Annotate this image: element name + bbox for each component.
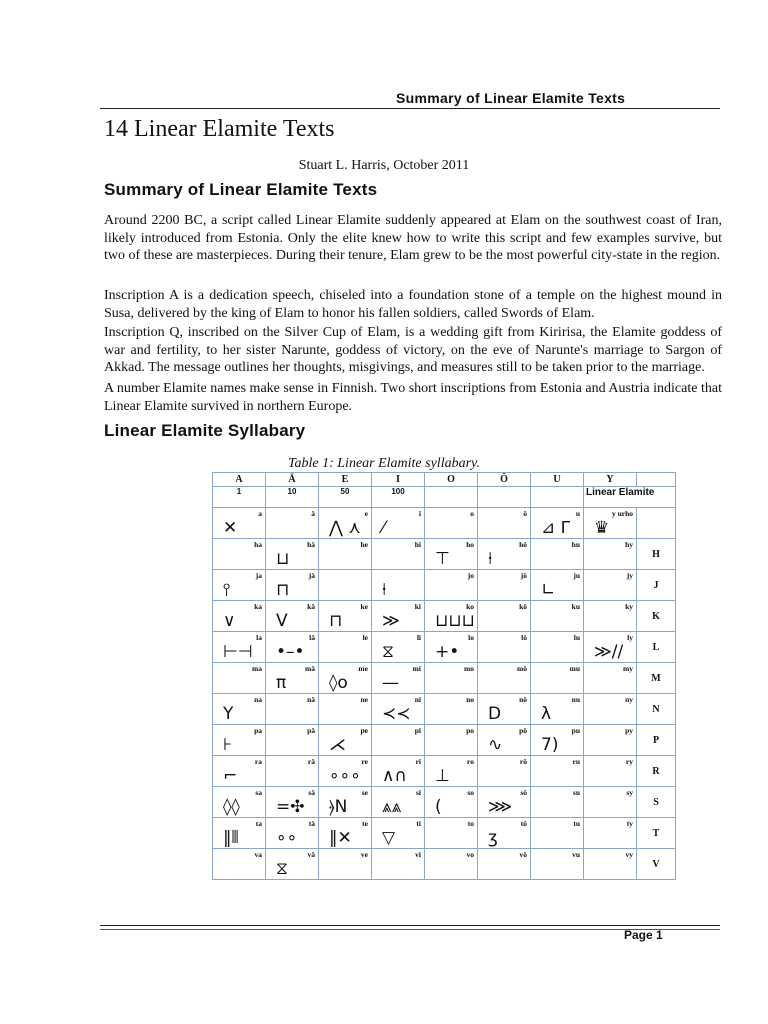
syllable-cell [478, 663, 531, 694]
syllable-cell [425, 849, 478, 880]
syllable-cell [478, 632, 531, 663]
syllable-cell [319, 787, 372, 818]
syllable-label: hi [414, 540, 421, 549]
syllable-cell [372, 787, 425, 818]
syllable-label: ho [466, 540, 474, 549]
syllable-label: nu [571, 695, 580, 704]
syllable-cell [213, 725, 266, 756]
syllable-row [213, 694, 676, 725]
syllable-label: vo [466, 850, 474, 859]
syllable-cell [531, 694, 584, 725]
syllable-label: pe [360, 726, 368, 735]
glyph-sign: ⊔⊔⊔ [435, 611, 475, 631]
consonant-letter: K [637, 601, 676, 632]
glyph-sign: ⍿ [488, 549, 493, 569]
date: October 2011 [393, 158, 470, 173]
glyph-sign: ♛ [594, 518, 610, 538]
table-caption: Table 1: Linear Elamite syllabary. [288, 456, 480, 471]
paragraph: Around 2200 BC, a script called Linear Elamite suddenly appeared at Elam on the southwest coast of Iran, likely introduced from Estonia. Only the elite knew how to write this script and few examples survive, but two of these are masterpieces. During their tenure, Elam grew to be the most powerful city-state in the region. [104, 213, 722, 263]
syllable-cell [213, 632, 266, 663]
syllable-label: rä [307, 757, 315, 766]
syllable-label: tä [308, 819, 315, 828]
author: Stuart L. Harris, [298, 158, 390, 173]
glyph-sign: ⧖ [276, 859, 288, 879]
syllable-label: ri [415, 757, 421, 766]
number-value: 100 [372, 487, 425, 508]
syllable-label: te [362, 819, 368, 828]
syllable-cell [425, 663, 478, 694]
syllable-cell [213, 849, 266, 880]
syllable-cell [372, 570, 425, 601]
syllable-label: po [466, 726, 474, 735]
syllable-cell [584, 725, 637, 756]
syllable-row [213, 756, 676, 787]
consonant-letter: M [637, 663, 676, 694]
glyph-sign: ∟ [541, 580, 556, 600]
syllable-cell [319, 508, 372, 539]
syllable-label: me [358, 664, 368, 673]
glyph-sign: ⊓ [329, 611, 343, 631]
glyph-sign: ⦒N [329, 797, 348, 817]
syllable-cell [266, 787, 319, 818]
syllable-label: vä [307, 850, 315, 859]
syllable-label: lu [573, 633, 580, 642]
syllable-label: lä [309, 633, 315, 642]
syllable-cell [425, 570, 478, 601]
linear-elamite-header: Linear Elamite [584, 487, 676, 508]
syllable-row [213, 663, 676, 694]
syllable-cell [372, 818, 425, 849]
syllable-label: jy [626, 571, 633, 580]
number-value: 10 [266, 487, 319, 508]
syllable-cell [584, 539, 637, 570]
syllable-label: ro [467, 757, 474, 766]
vowel-header: A [213, 473, 266, 487]
glyph-sign: ∘∘∘ [329, 766, 361, 786]
syllable-label: se [361, 788, 368, 797]
syllable-label: ke [360, 602, 368, 611]
vowel-header: Ö [478, 473, 531, 487]
syllable-cell [584, 849, 637, 880]
glyph-sign: ✕ [223, 518, 238, 538]
syllable-label: kä [307, 602, 315, 611]
syllable-label: jö [520, 571, 527, 580]
syllable-row [213, 787, 676, 818]
syllable-label: ne [360, 695, 368, 704]
chapter-title: 14 Linear Elamite Texts [104, 116, 335, 142]
syllable-label: vu [572, 850, 580, 859]
syllable-label: re [361, 757, 368, 766]
syllable-label: ja [255, 571, 262, 580]
syllable-cell [478, 787, 531, 818]
syllable-label: u [575, 509, 580, 518]
syllable-cell [213, 787, 266, 818]
number-value: 50 [319, 487, 372, 508]
glyph-sign: ⊢⊣ [223, 642, 253, 662]
glyph-sign: ⍿ [382, 580, 387, 600]
syllable-label: sö [520, 788, 527, 797]
syllable-cell [372, 508, 425, 539]
syllable-label: vi [415, 850, 421, 859]
syllable-row [213, 539, 676, 570]
glyph-sign: ∿ [488, 735, 503, 755]
syllable-label: vö [519, 850, 527, 859]
syllable-label: mu [569, 664, 580, 673]
glyph-sign: ⊦ [223, 735, 232, 755]
syllabary-table [212, 472, 676, 880]
syllable-cell [319, 632, 372, 663]
glyph-sign: D [488, 704, 502, 724]
syllable-label: ku [571, 602, 580, 611]
syllable-cell [425, 601, 478, 632]
glyph-sign: 7) [541, 735, 559, 755]
syllable-label: lö [521, 633, 527, 642]
syllable-label: he [360, 540, 368, 549]
syllable-label: ny [625, 695, 633, 704]
syllable-cell [478, 570, 531, 601]
syllable-label: my [623, 664, 633, 673]
syllable-label: ty [626, 819, 633, 828]
glyph-sign: π [276, 673, 287, 693]
glyph-sign: ⊔ [276, 549, 290, 569]
syllable-cell [266, 539, 319, 570]
syllable-row [213, 818, 676, 849]
syllable-cell [425, 694, 478, 725]
syllable-cell [584, 694, 637, 725]
glyph-sign: ⫯ [223, 580, 231, 600]
syllable-cell [584, 508, 637, 539]
paragraph: A number Elamite names make sense in Finnish. Two short inscriptions from Estonia and Austria indicate that Linear Elamite survived in northern Europe. [104, 381, 722, 414]
syllable-cell [478, 694, 531, 725]
glyph-sign: ‖⫴ [223, 828, 239, 848]
syllable-label: la [256, 633, 262, 642]
syllable-cell [319, 601, 372, 632]
glyph-sign: ⋙ [488, 797, 513, 817]
glyph-sign: ▽ [382, 828, 396, 848]
syllable-cell [266, 663, 319, 694]
glyph-sign: ⊥ [435, 766, 450, 786]
syllable-cell [266, 849, 319, 880]
glyph-sign: ⊤ [435, 549, 450, 569]
syllable-cell [478, 818, 531, 849]
syllable-label: mi [412, 664, 421, 673]
syllable-label: ö [523, 509, 527, 518]
syllable-cell [266, 725, 319, 756]
syllable-cell [266, 818, 319, 849]
glyph-sign: ⁄ [382, 518, 385, 538]
consonant-letter: J [637, 570, 676, 601]
syllable-label: ä [311, 509, 315, 518]
consonant-letter [637, 508, 676, 539]
syllable-cell [425, 539, 478, 570]
syllable-cell [213, 756, 266, 787]
glyph-sign: ∨ [223, 611, 236, 631]
syllable-cell [531, 632, 584, 663]
syllable-cell [266, 756, 319, 787]
syllable-label: ki [414, 602, 421, 611]
syllable-label: su [572, 788, 580, 797]
vowel-header: I [372, 473, 425, 487]
syllable-cell [319, 756, 372, 787]
glyph-sign: ⊓ [276, 580, 290, 600]
glyph-sign: ∘∘ [276, 828, 298, 848]
page-number: Page 1 [624, 928, 663, 942]
syllable-row [213, 632, 676, 663]
vowel-header: Y [584, 473, 637, 487]
syllable-cell [584, 663, 637, 694]
glyph-sign: •–• [276, 642, 305, 662]
syllable-cell [213, 818, 266, 849]
vowel-header: Ä [266, 473, 319, 487]
glyph-sign: ◊o [329, 673, 348, 693]
syllable-label: nä [307, 695, 315, 704]
consonant-letter: N [637, 694, 676, 725]
syllable-label: lo [468, 633, 474, 642]
syllable-cell [213, 601, 266, 632]
syllable-label: hö [519, 540, 527, 549]
syllable-label: na [254, 695, 262, 704]
syllable-row [213, 849, 676, 880]
glyph-sign: ◊◊ [223, 797, 240, 817]
syllable-cell [531, 539, 584, 570]
syllable-cell [372, 663, 425, 694]
syllable-label: li [416, 633, 421, 642]
syllable-cell [425, 756, 478, 787]
syllable-cell [478, 756, 531, 787]
syllable-cell [213, 694, 266, 725]
syllable-label: hu [571, 540, 580, 549]
syllable-cell [319, 539, 372, 570]
syllable-label: ve [360, 850, 368, 859]
syllable-label: pö [519, 726, 527, 735]
syllable-label: no [466, 695, 474, 704]
syllable-label: ma [252, 664, 262, 673]
glyph-sign: Y [223, 704, 234, 724]
glyph-sign: ≫// [594, 642, 624, 662]
syllable-label: e [364, 509, 368, 518]
syllable-label: ha [254, 540, 262, 549]
syllable-cell [372, 756, 425, 787]
glyph-sign: ⧖ [382, 642, 394, 662]
syllable-cell [584, 570, 637, 601]
syllable-cell [266, 570, 319, 601]
syllable-label: ju [573, 571, 580, 580]
syllable-label: mä [305, 664, 315, 673]
syllable-label: pä [307, 726, 315, 735]
syllable-cell [478, 725, 531, 756]
paragraph: Inscription A is a dedication speech, chiseled into a foundation stone of a temple on the highest mound in Susa, delivered by the king of Elam to honor his fallen soldiers, called Swords of Elam. [104, 288, 722, 321]
syllable-label: tu [573, 819, 580, 828]
syllable-cell [213, 539, 266, 570]
syllable-label: a [258, 509, 262, 518]
header-rule [100, 108, 720, 109]
syllable-label: pi [414, 726, 421, 735]
syllable-cell [372, 539, 425, 570]
syllable-cell [213, 663, 266, 694]
syllable-label: nö [519, 695, 527, 704]
syllable-cell [319, 818, 372, 849]
syllable-label: rö [519, 757, 527, 766]
syllable-cell [531, 787, 584, 818]
consonant-letter: S [637, 787, 676, 818]
syllable-cell [372, 849, 425, 880]
syllable-cell [478, 539, 531, 570]
syllable-label: pa [254, 726, 262, 735]
glyph-sign: V [276, 611, 288, 631]
running-header: Summary of Linear Elamite Texts [396, 90, 626, 106]
syllable-label: sa [255, 788, 262, 797]
number-value [425, 487, 478, 508]
syllable-cell [531, 725, 584, 756]
syllable-cell [531, 849, 584, 880]
glyph-sign: ⊿ ᒥ [541, 518, 571, 538]
syllable-cell [531, 601, 584, 632]
syllable-cell [425, 818, 478, 849]
syllable-cell [213, 508, 266, 539]
syllable-cell [531, 663, 584, 694]
syllable-cell [478, 601, 531, 632]
syllable-label: ra [254, 757, 262, 766]
syllable-label: tö [520, 819, 527, 828]
syllable-label: i [418, 509, 421, 518]
glyph-sign: =✣ [276, 797, 305, 817]
syllable-cell [531, 570, 584, 601]
syllable-cell [478, 849, 531, 880]
syllable-cell [584, 818, 637, 849]
glyph-sign: ⩓⩓ [382, 797, 402, 817]
syllable-label: ru [572, 757, 580, 766]
glyph-sign: ⋀ ⋏ [329, 518, 361, 538]
syllable-label: jo [467, 571, 474, 580]
syllable-cell [319, 849, 372, 880]
syllable-cell [372, 601, 425, 632]
syllable-label: ni [414, 695, 421, 704]
vowel-header: O [425, 473, 478, 487]
syllable-row [213, 570, 676, 601]
syllable-label: si [415, 788, 421, 797]
section-heading-syllabary: Linear Elamite Syllabary [104, 421, 306, 440]
syllable-label: ti [416, 819, 421, 828]
syllable-label: ly [627, 633, 633, 642]
syllable-label: ka [254, 602, 262, 611]
syllable-row [213, 725, 676, 756]
syllable-label: ry [625, 757, 633, 766]
header-blank [637, 473, 676, 487]
syllable-label: sä [308, 788, 315, 797]
glyph-sign: λ [541, 704, 552, 724]
glyph-sign: ≺≺ [382, 704, 411, 724]
syllable-cell [319, 570, 372, 601]
syllable-row [213, 601, 676, 632]
syllable-label: le [362, 633, 368, 642]
vowel-header: E [319, 473, 372, 487]
syllable-cell [266, 601, 319, 632]
number-value [478, 487, 531, 508]
syllable-cell [266, 508, 319, 539]
glyph-sign: ∧∩ [382, 766, 407, 786]
syllable-cell [584, 787, 637, 818]
glyph-sign: +• [435, 642, 460, 662]
syllable-cell [319, 663, 372, 694]
syllable-label: ta [255, 819, 262, 828]
number-value: 1 [213, 487, 266, 508]
syllable-label: hy [625, 540, 633, 549]
glyph-sign: ‖✕ [329, 828, 352, 848]
syllable-cell [531, 508, 584, 539]
syllable-cell [425, 725, 478, 756]
byline [0, 158, 768, 174]
syllable-label: mö [517, 664, 527, 673]
consonant-letter: V [637, 849, 676, 880]
consonant-letter: L [637, 632, 676, 663]
section-heading-summary: Summary of Linear Elamite Texts [104, 180, 378, 199]
syllable-cell [425, 508, 478, 539]
syllable-cell [425, 787, 478, 818]
syllable-cell [319, 725, 372, 756]
syllable-cell [531, 756, 584, 787]
syllable-cell [372, 694, 425, 725]
syllable-label: kö [519, 602, 527, 611]
syllable-cell [372, 632, 425, 663]
syllable-label: y urho [611, 509, 633, 518]
syllable-cell [584, 756, 637, 787]
syllable-label: vy [625, 850, 633, 859]
syllable-cell [425, 632, 478, 663]
syllable-label: ky [625, 602, 633, 611]
syllable-label: ko [466, 602, 474, 611]
consonant-letter: T [637, 818, 676, 849]
glyph-sign: — [382, 673, 399, 693]
syllable-label: hä [307, 540, 315, 549]
syllable-cell [319, 694, 372, 725]
syllable-label: so [467, 788, 474, 797]
syllable-label: o [470, 509, 474, 518]
glyph-sign: ⋌ [329, 735, 346, 755]
syllable-cell [584, 601, 637, 632]
glyph-sign: ʒ [488, 828, 498, 848]
syllable-cell [213, 570, 266, 601]
number-value [531, 487, 584, 508]
syllable-label: sy [626, 788, 633, 797]
glyph-sign: ( [435, 797, 442, 817]
syllable-row [213, 508, 676, 539]
glyph-sign: ⌐ [223, 766, 238, 786]
footer-rule [100, 925, 720, 926]
syllable-label: jä [308, 571, 315, 580]
syllable-cell [531, 818, 584, 849]
glyph-sign: ≫ [382, 611, 400, 631]
syllable-label: mo [464, 664, 474, 673]
consonant-letter: R [637, 756, 676, 787]
syllable-cell [266, 694, 319, 725]
vowel-header: U [531, 473, 584, 487]
syllable-label: pu [571, 726, 580, 735]
consonant-letter: P [637, 725, 676, 756]
consonant-letter: H [637, 539, 676, 570]
paragraph: Inscription Q, inscribed on the Silver Cup of Elam, is a wedding gift from Kiririsa, the Elamite goddess of war and fertility, to her sister Narunte, goddess of victory, on the eve of Narunte's marriage to Sargon of Akkad. The message outlines her thoughts, misgivings, and measures still to be taken prior to the marriage. [104, 325, 722, 375]
syllable-cell [372, 725, 425, 756]
syllable-cell [266, 632, 319, 663]
syllable-cell [584, 632, 637, 663]
syllable-label: va [254, 850, 262, 859]
syllable-label: to [467, 819, 474, 828]
syllable-cell [478, 508, 531, 539]
syllable-label: py [625, 726, 633, 735]
